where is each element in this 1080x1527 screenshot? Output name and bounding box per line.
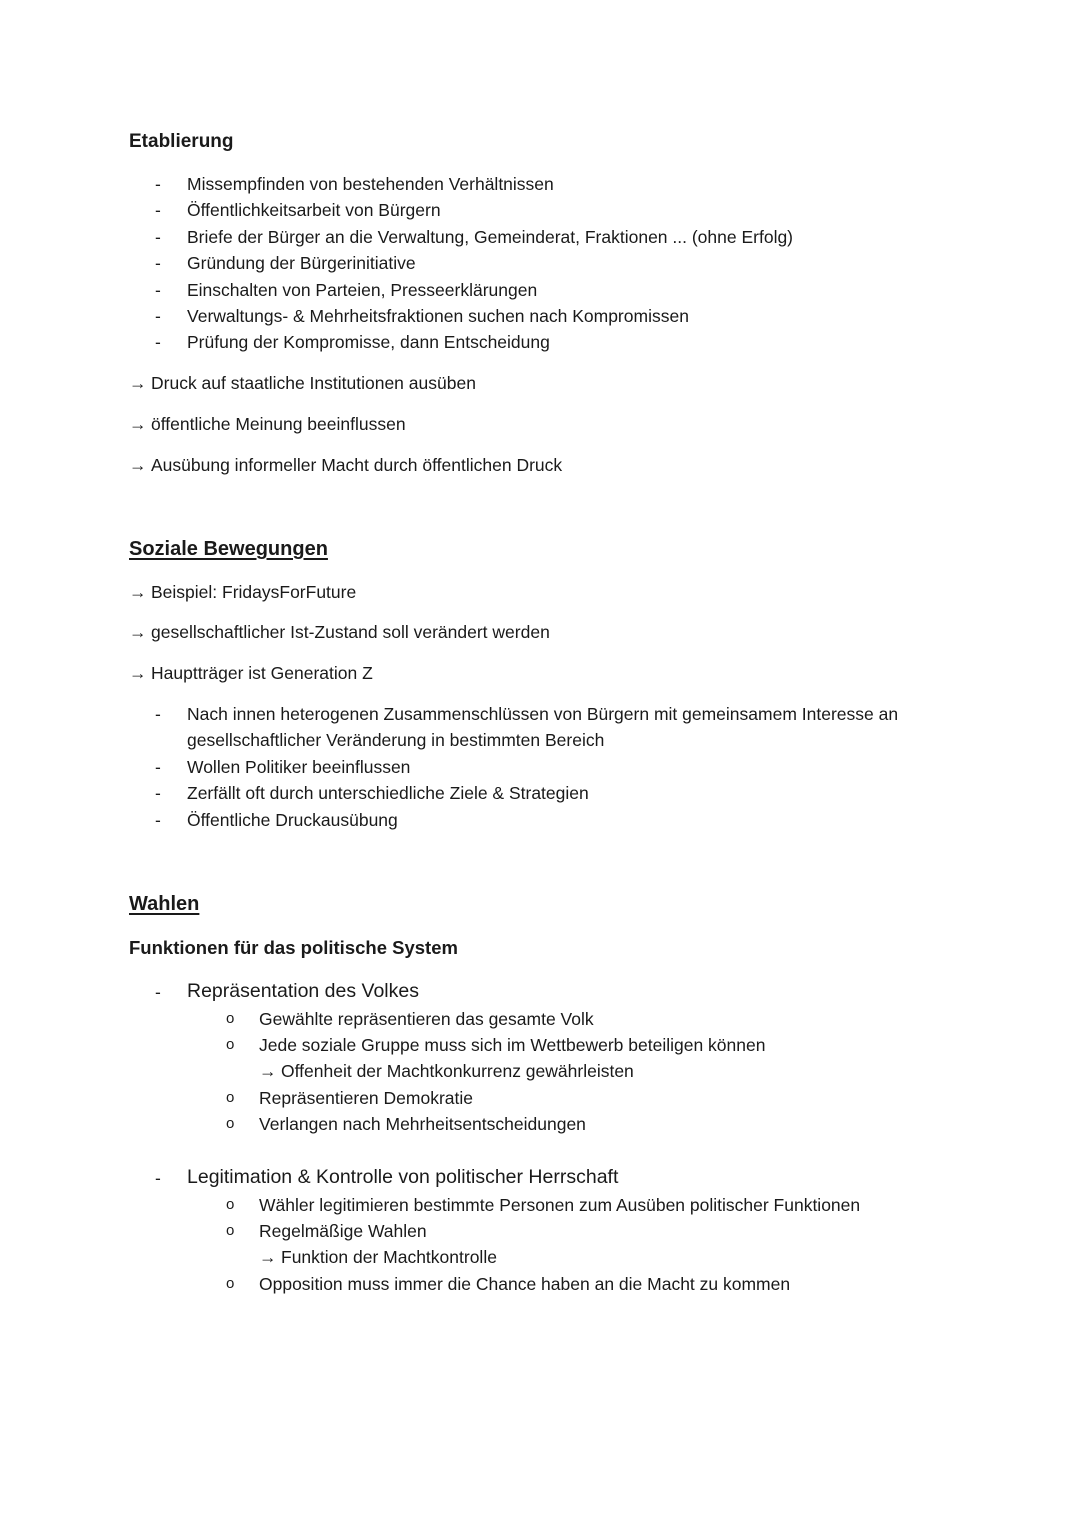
- arrow-note: → Ausübung informeller Macht durch öffentlichen Druck: [129, 455, 563, 475]
- heading-soziale-bewegungen: Soziale Bewegungen: [129, 538, 328, 560]
- arrow-icon: →: [259, 1061, 277, 1082]
- arrow-note: → gesellschaftlicher Ist-Zustand soll verändert werden: [129, 622, 550, 642]
- list-item: - Einschalten von Parteien, Presseerklärungen: [0, 277, 793, 303]
- list-item: - Wollen Politiker beeinflussen: [0, 754, 947, 780]
- dash-bullet: -: [155, 783, 161, 804]
- legitimation-label: Legitimation & Kontrolle von politischer Herrschaft: [187, 1166, 619, 1188]
- dash-bullet: -: [155, 704, 161, 724]
- list-item: o Verlangen nach Mehrheitsentscheidungen: [0, 1111, 765, 1137]
- dash-bullet: -: [155, 226, 161, 247]
- list-item: - Zerfällt oft durch unterschiedliche Ziele & Strategien: [0, 780, 947, 806]
- dash-bullet: -: [155, 1168, 161, 1188]
- legitimation-list: [0, 1192, 860, 1297]
- list-item: - Missempfinden von bestehenden Verhältnissen: [0, 171, 793, 197]
- circle-bullet: o: [226, 1088, 235, 1106]
- dash-bullet: -: [155, 756, 161, 777]
- sub-arrow-note: → Funktion der Machtkontrolle: [0, 1244, 860, 1270]
- list-item: - Gründung der Bürgerinitiative: [0, 250, 793, 276]
- sub-arrow-note: → Offenheit der Machtkonkurrenz gewährleisten: [0, 1058, 765, 1084]
- list-item: - Öffentlichkeitsarbeit von Bürgern: [0, 197, 793, 223]
- list-item: o Regelmäßige Wahlen: [0, 1218, 860, 1244]
- dash-bullet: -: [155, 332, 161, 353]
- subheading-funktionen: Funktionen für das politische System: [129, 937, 458, 958]
- arrow-icon: →: [129, 373, 147, 393]
- list-item: o Gewählte repräsentieren das gesamte Volk: [0, 1006, 765, 1032]
- repraesentation-list: [0, 1006, 765, 1137]
- arrow-note: → Beispiel: FridaysForFuture: [129, 582, 357, 602]
- dash-bullet: -: [155, 174, 161, 194]
- dash-bullet: -: [155, 253, 161, 274]
- dash-bullet: -: [155, 279, 161, 300]
- circle-bullet: o: [226, 1010, 235, 1027]
- soziale-list: [0, 701, 947, 833]
- repraesentation-label: Repräsentation des Volkes: [187, 980, 419, 1002]
- dash-bullet: -: [155, 200, 161, 221]
- circle-bullet: o: [226, 1274, 235, 1292]
- heading-etablierung: Etablierung: [129, 131, 234, 152]
- heading-wahlen: Wahlen: [129, 893, 200, 915]
- dash-bullet: -: [155, 306, 161, 327]
- arrow-icon: →: [129, 414, 147, 434]
- circle-bullet: o: [226, 1196, 235, 1213]
- arrow-note: → Druck auf staatliche Institutionen ausüben: [129, 373, 476, 393]
- list-item: o Opposition muss immer die Chance haben an die Macht zu kommen: [0, 1271, 860, 1297]
- list-item: - Prüfung der Kompromisse, dann Entscheidung: [0, 329, 793, 355]
- arrow-icon: →: [259, 1247, 277, 1268]
- list-item: - Briefe der Bürger an die Verwaltung, Gemeinderat, Fraktionen ... (ohne Erfolg): [0, 224, 793, 250]
- dash-bullet: -: [155, 982, 161, 1002]
- circle-bullet: o: [226, 1222, 235, 1240]
- circle-bullet: o: [226, 1036, 235, 1054]
- arrow-icon: →: [129, 663, 147, 683]
- arrow-note: → öffentliche Meinung beeinflussen: [129, 414, 406, 434]
- list-item: o Wähler legitimieren bestimmte Personen zum Ausüben politischer Funktionen: [0, 1192, 860, 1218]
- etablierung-list: [0, 171, 793, 356]
- arrow-icon: →: [129, 582, 147, 602]
- list-item: - Verwaltungs- & Mehrheitsfraktionen suchen nach Kompromissen: [0, 303, 793, 329]
- list-item: o Repräsentieren Demokratie: [0, 1085, 765, 1111]
- arrow-icon: →: [129, 622, 147, 642]
- circle-bullet: o: [226, 1114, 235, 1132]
- list-item: - Öffentliche Druckausübung: [0, 807, 947, 833]
- arrow-note: → Hauptträger ist Generation Z: [129, 663, 373, 683]
- list-item: o Jede soziale Gruppe muss sich im Wettbewerb beteiligen können: [0, 1032, 765, 1058]
- list-item: - Nach innen heterogenen Zusammenschlüssen von Bürgern mit gemeinsamem Interesse an gesellschaftlicher Veränderung in bestimmten Bereich: [0, 701, 947, 754]
- arrow-icon: →: [129, 455, 147, 475]
- dash-bullet: -: [155, 809, 161, 830]
